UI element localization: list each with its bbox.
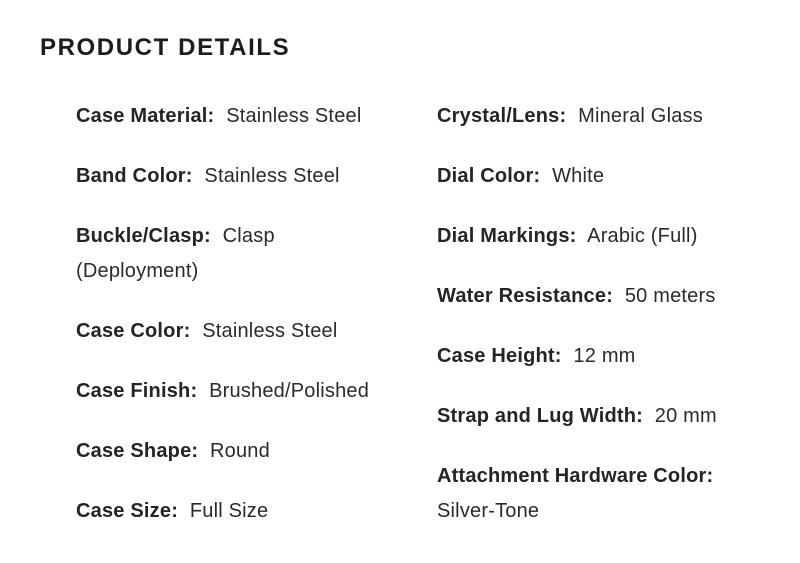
spec-label: Case Finish:: [76, 379, 198, 402]
spec-label: Dial Markings:: [437, 224, 577, 247]
spec-item-case-height: [437, 339, 737, 374]
spec-label: Case Height:: [437, 344, 562, 367]
spec-label: Buckle/Clasp:: [76, 224, 211, 247]
specs-columns: [40, 99, 760, 554]
spec-item-case-shape: [76, 434, 386, 469]
specs-column-left: [76, 99, 386, 554]
spec-label: Case Shape:: [76, 439, 199, 462]
spec-value: Full Size: [189, 499, 269, 522]
spec-value: Brushed/Polished: [209, 379, 370, 402]
spec-value: Arabic (Full): [587, 224, 698, 247]
spec-value: Stainless Steel: [202, 319, 338, 342]
spec-label: Crystal/Lens:: [437, 104, 567, 127]
spec-value: Stainless Steel: [226, 104, 362, 127]
spec-value: White: [552, 164, 605, 187]
spec-item-attachment-hardware-color: [437, 459, 737, 529]
spec-label: Case Material:: [76, 104, 215, 127]
spec-value: 12 mm: [573, 344, 636, 367]
spec-value: Round: [210, 439, 270, 462]
spec-item-case-color: [76, 314, 386, 349]
section-title: PRODUCT DETAILS: [40, 34, 291, 61]
spec-value: Silver-Tone: [437, 499, 540, 522]
spec-item-water-resistance: [437, 279, 737, 314]
spec-label: Band Color:: [76, 164, 193, 187]
spec-value: Clasp (Deployment): [76, 224, 275, 282]
spec-label: Strap and Lug Width:: [437, 404, 644, 427]
spec-value: Mineral Glass: [578, 104, 703, 127]
spec-item-crystal-lens: [437, 99, 737, 134]
spec-item-dial-color: [437, 159, 737, 194]
spec-label: Dial Color:: [437, 164, 541, 187]
spec-label: Case Color:: [76, 319, 191, 342]
spec-value: 50 meters: [624, 284, 716, 307]
specs-column-right: [437, 99, 737, 554]
spec-label: Case Size:: [76, 499, 179, 522]
spec-item-strap-lug-width: [437, 399, 737, 434]
spec-item-buckle-clasp: [76, 219, 386, 289]
spec-item-band-color: [76, 159, 386, 194]
spec-value: 20 mm: [654, 404, 717, 427]
spec-item-case-material: [76, 99, 386, 134]
spec-label: Attachment Hardware Color:: [437, 464, 714, 487]
spec-item-case-finish: [76, 374, 386, 409]
spec-item-dial-markings: [437, 219, 737, 254]
spec-value: Stainless Steel: [204, 164, 340, 187]
spec-label: Water Resistance:: [437, 284, 614, 307]
spec-item-case-size: [76, 494, 386, 529]
